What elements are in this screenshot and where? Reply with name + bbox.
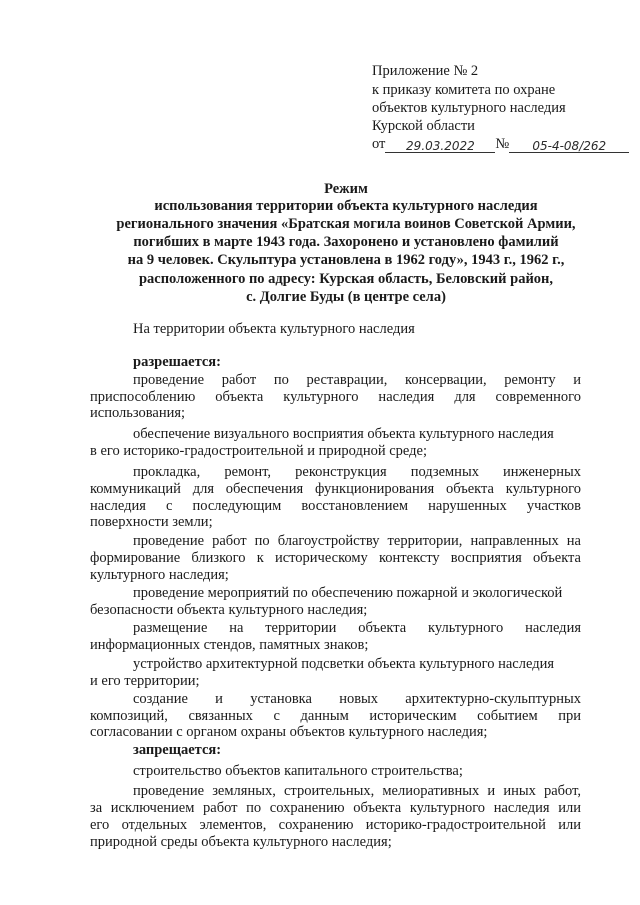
list-item: его отдельных элементов, сохранению историко-градостроительной или [90, 817, 581, 833]
handwritten-number: 05-4-08/262 [532, 139, 607, 153]
list-item: обеспечение визуального восприятия объекта культурного наследия [133, 426, 554, 442]
forbidden-heading: запрещается: [133, 742, 222, 758]
list-item: согласовании с органом охраны объектов культурного наследия; [90, 724, 488, 740]
list-item: использования; [90, 405, 186, 421]
list-item: поверхности земли; [90, 514, 213, 530]
list-item: безопасности объекта культурного наследия; [90, 602, 368, 618]
list-item: культурного наследия; [90, 567, 229, 583]
list-item: размещение на территории объекта культурного наследия [133, 620, 581, 636]
list-item: приспособлению объекта культурного наследия для современного [90, 389, 581, 405]
list-item: формирование близкого к историческому контексту восприятия объекта [90, 550, 581, 566]
list-item: проведение работ по благоустройству территории, направленных на [133, 533, 581, 549]
allowed-heading: разрешается: [133, 354, 221, 370]
list-item: композиций, связанных с данным историческим событием при [90, 708, 581, 724]
list-item: проведение мероприятий по обеспечению пожарной и экологической [133, 585, 563, 601]
title-line-5: расположенного по адресу: Курская область, Беловский район, [138, 271, 554, 287]
title-line-2: регионального значения «Братская могила воинов Советской Армии, [116, 216, 576, 232]
title-line-3: погибших в марте 1943 года. Захоронено и установлено фамилий [133, 234, 559, 250]
ot-label: от [372, 136, 386, 152]
appendix-number: Приложение № 2 [372, 63, 479, 79]
list-item: строительство объектов капитального строительства; [133, 763, 463, 779]
list-item: проведение земляных, строительных, мелиоративных и иных работ, [133, 783, 581, 799]
list-item: в его историко-градостроительной и природной среде; [90, 443, 427, 459]
order-line-2: объектов культурного наследия [372, 100, 566, 116]
list-item: и его территории; [90, 673, 200, 689]
list-item: наследия с последующим восстановлением нарушенных участков [90, 498, 581, 514]
handwritten-date: 29.03.2022 [406, 139, 475, 153]
order-line-1: к приказу комитета по охране [372, 82, 556, 98]
list-item: коммуникаций для обеспечения функционирования объекта культурного [90, 481, 581, 497]
regime-heading: Режим [324, 181, 368, 197]
list-item: прокладка, ремонт, реконструкция подземных инженерных [133, 464, 581, 480]
intro-text: На территории объекта культурного наследия [133, 321, 415, 337]
title-line-4: на 9 человек. Скульптура установлена в 1962 году», 1943 г., 1962 г., [127, 252, 565, 268]
list-item: устройство архитектурной подсветки объекта культурного наследия [133, 656, 554, 672]
order-line-3: Курской области [372, 118, 475, 134]
title-line-1: использования территории объекта культурного наследия [154, 198, 538, 214]
list-item: информационных стендов, памятных знаков; [90, 637, 369, 653]
title-line-6: с. Долгие Буды (в центре села) [246, 289, 446, 305]
order-date-number [372, 135, 629, 153]
list-item: за исключением работ по сохранению объекта культурного наследия или [90, 800, 581, 816]
list-item: проведение работ по реставрации, консервации, ремонту и [133, 372, 581, 388]
list-item: создание и установка новых архитектурно-скульптурных [133, 691, 581, 707]
no-label: № [495, 136, 510, 152]
list-item: природной среды объекта культурного наследия; [90, 834, 392, 850]
